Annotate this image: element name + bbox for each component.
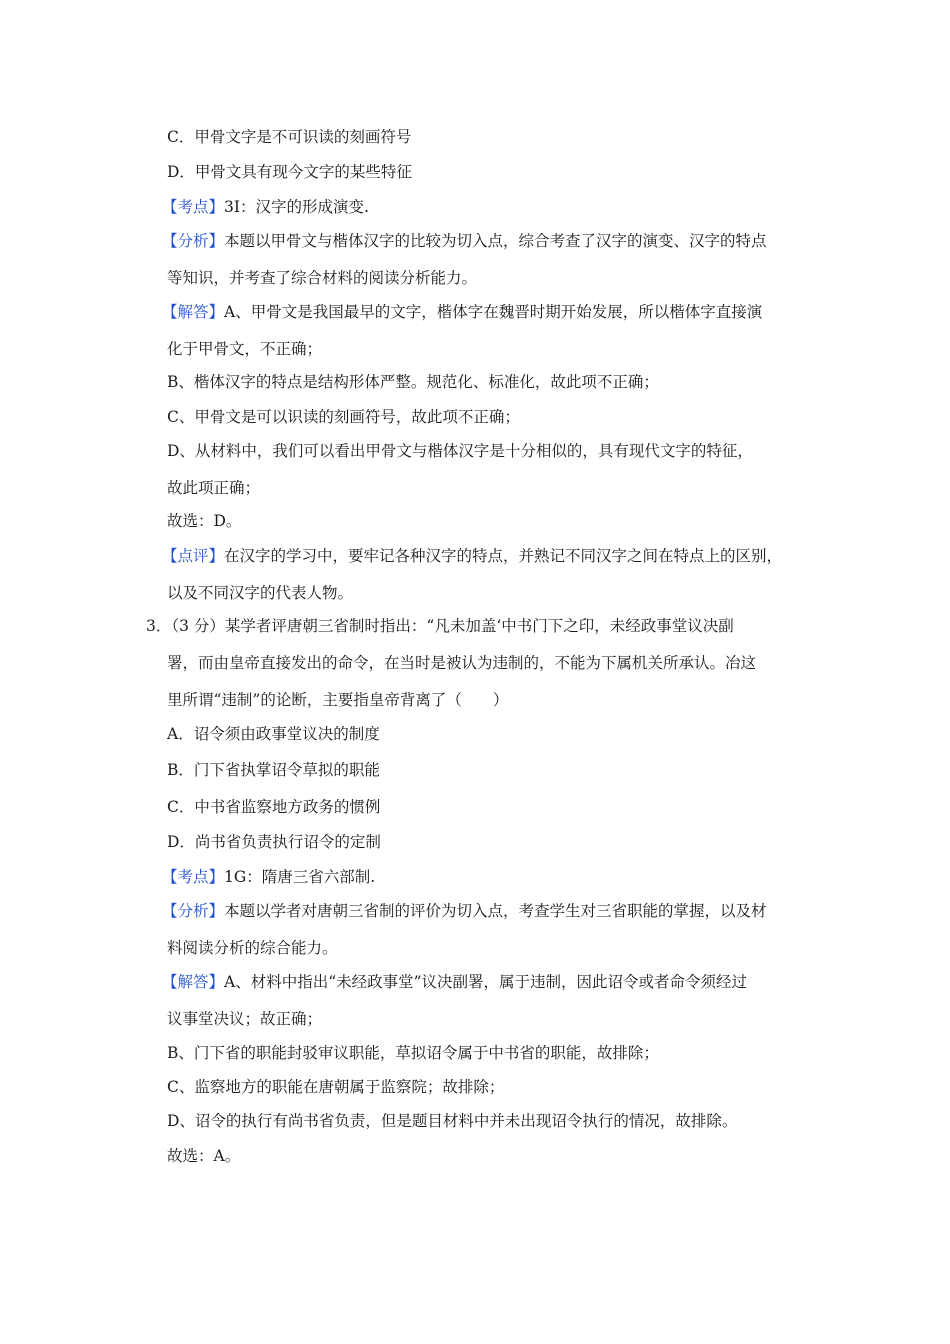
jieda-label: 【解答】 xyxy=(162,973,225,991)
kaodian-text: 3I：汉字的形成演变. xyxy=(224,198,369,216)
q3-option-b: B．门下省执掌诏令草拟的职能 xyxy=(167,761,380,779)
q3-stem-text: （3 分）某学者评唐朝三省制时指出：“凡未加盖‘中书门下之印，未经政事堂议决副 xyxy=(171,617,734,635)
q2-jieda-d-cont: 故此项正确； xyxy=(167,479,261,497)
dianping-text: 在汉字的学习中，要牢记各种汉字的特点，并熟记不同汉字之间在特点上的区别， xyxy=(224,547,783,565)
kaodian-label: 【考点】 xyxy=(162,868,225,886)
q3-stem-line3: 里所谓“违制”的论断，主要指皇帝背离了（ ） xyxy=(167,691,509,709)
q3-option-a: A．诏令须由政事堂议决的制度 xyxy=(167,725,380,743)
q3-fenxi xyxy=(162,900,767,922)
q2-dianping xyxy=(162,545,782,567)
q2-dianping-cont: 以及不同汉字的代表人物。 xyxy=(167,584,354,602)
q2-jieda-cont: 化于甲骨文，不正确； xyxy=(167,340,323,358)
jieda-label: 【解答】 xyxy=(162,303,225,321)
q2-jieda xyxy=(162,301,762,323)
q2-fenxi-cont: 等知识，并考查了综合材料的阅读分析能力。 xyxy=(167,269,478,287)
fenxi-text: 本题以甲骨文与楷体汉字的比较为切入点，综合考查了汉字的演变、汉字的特点 xyxy=(224,232,767,250)
jieda-text: A、材料中指出“未经政事堂”议决副署，属于违制，因此诏令或者命令须经过 xyxy=(224,973,748,991)
fenxi-label: 【分析】 xyxy=(162,902,225,920)
q2-option-c: C．甲骨文字是不可识读的刻画符号 xyxy=(167,128,412,146)
q3-jieda-b: B、门下省的职能封驳审议职能，草拟诏令属于中书省的职能，故排除； xyxy=(167,1044,659,1062)
q2-answer: 故选：D。 xyxy=(167,512,242,530)
q3-stem-line2: 署，而由皇帝直接发出的命令，在当时是被认为违制的，不能为下属机关所承认。冶这 xyxy=(167,654,757,672)
kaodian-text: 1G：隋唐三省六部制. xyxy=(224,868,376,886)
dianping-label: 【点评】 xyxy=(162,547,225,565)
q3-kaodian xyxy=(162,866,375,888)
q2-jieda-d: D、从材料中，我们可以看出甲骨文与楷体汉字是十分相似的，具有现代文字的特征， xyxy=(167,442,753,460)
q3-answer: 故选：A。 xyxy=(167,1147,241,1165)
q2-kaodian xyxy=(162,196,369,218)
q3-option-d: D．尚书省负责执行诏令的定制 xyxy=(167,833,381,851)
q2-jieda-c: C、甲骨文是可以识读的刻画符号，故此项不正确； xyxy=(167,408,520,426)
q2-fenxi xyxy=(162,230,767,252)
q3-jieda xyxy=(162,971,747,993)
fenxi-text: 本题以学者对唐朝三省制的评价为切入点，考查学生对三省职能的掌握，以及材 xyxy=(224,902,767,920)
q2-jieda-b: B、楷体汉字的特点是结构形体严整。规范化、标准化，故此项不正确； xyxy=(167,373,659,391)
q3-jieda-d: D、诏令的执行有尚书省负责，但是题目材料中并未出现诏令执行的情况，故排除。 xyxy=(167,1112,738,1130)
question-number: 3． xyxy=(146,617,172,635)
q3-jieda-c: C、监察地方的职能在唐朝属于监察院；故排除； xyxy=(167,1078,505,1096)
fenxi-label: 【分析】 xyxy=(162,232,225,250)
jieda-text: A、甲骨文是我国最早的文字，楷体字在魏晋时期开始发展，所以楷体字直接演 xyxy=(224,303,763,321)
q3-stem xyxy=(146,615,734,637)
q3-option-c: C．中书省监察地方政务的惯例 xyxy=(167,798,381,816)
q3-jieda-cont: 议事堂决议；故正确； xyxy=(167,1010,323,1028)
q2-option-d: D．甲骨文具有现今文字的某些特征 xyxy=(167,163,412,181)
q3-fenxi-cont: 料阅读分析的综合能力。 xyxy=(167,939,338,957)
kaodian-label: 【考点】 xyxy=(162,198,225,216)
